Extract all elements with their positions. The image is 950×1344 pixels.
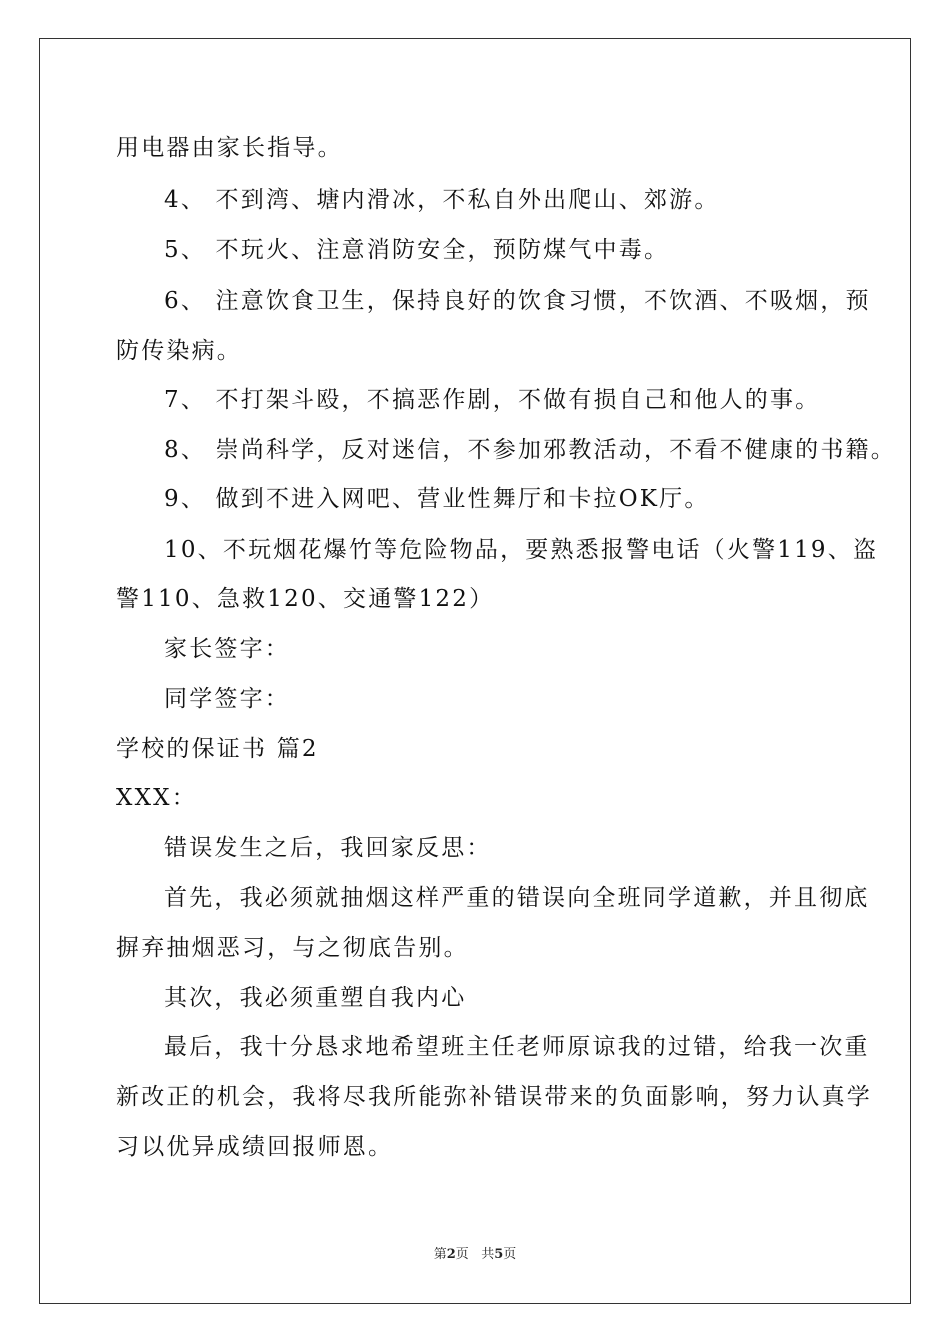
- text-line-16: 首先，我必须就抽烟这样严重的错误向全班同学道歉，并且彻底: [164, 885, 870, 911]
- text-line-20: 新改正的机会，我将尽我所能弥补错误带来的负面影响，努力认真学: [116, 1084, 872, 1110]
- text-line-5: 防传染病。: [116, 338, 242, 364]
- total-prefix: 共: [481, 1247, 495, 1262]
- text-line-6: 7、 不打架斗殴，不搞恶作剧，不做有损自己和他人的事。: [164, 387, 821, 413]
- page-suffix: 页: [455, 1247, 469, 1262]
- total-suffix: 页: [503, 1247, 517, 1262]
- text-line-9: 10、不玩烟花爆竹等危险物品，要熟悉报警电话（火警119、盗: [164, 537, 879, 563]
- parent-signature-label: 家长签字：: [164, 636, 290, 662]
- text-line-1: 用电器由家长指导。: [116, 135, 343, 161]
- salutation: XXX：: [116, 785, 197, 811]
- total-pages: 5: [494, 1247, 504, 1262]
- text-line-19: 最后，我十分恳求地希望班主任老师原谅我的过错，给我一次重: [164, 1034, 870, 1060]
- text-line-15: 错误发生之后，我回家反思：: [164, 835, 492, 861]
- text-line-3: 5、 不玩火、注意消防安全，预防煤气中毒。: [164, 237, 670, 263]
- text-line-8: 9、 做到不进入网吧、营业性舞厅和卡拉OK厅。: [164, 486, 710, 512]
- text-line-4: 6、 注意饮食卫生，保持良好的饮食习惯，不饮酒、不吸烟，预: [164, 288, 871, 314]
- page-border: [39, 38, 911, 1304]
- text-line-2: 4、 不到湾、塘内滑冰，不私自外出爬山、郊游。: [164, 187, 720, 213]
- text-line-18: 其次，我必须重塑自我内心: [164, 985, 467, 1011]
- text-line-7: 8、 崇尚科学，反对迷信，不参加邪教活动，不看不健康的书籍。: [164, 437, 896, 463]
- page-prefix: 第: [433, 1247, 447, 1262]
- text-line-17: 摒弃抽烟恶习，与之彻底告别。: [116, 935, 469, 961]
- student-signature-label: 同学签字：: [164, 686, 290, 712]
- page-number: 2: [446, 1247, 456, 1262]
- page-footer: [0, 1243, 950, 1262]
- section-heading: 学校的保证书 篇2: [116, 736, 319, 762]
- text-line-10: 警110、急救120、交通警122）: [116, 586, 495, 612]
- text-line-21: 习以优异成绩回报师恩。: [116, 1134, 394, 1160]
